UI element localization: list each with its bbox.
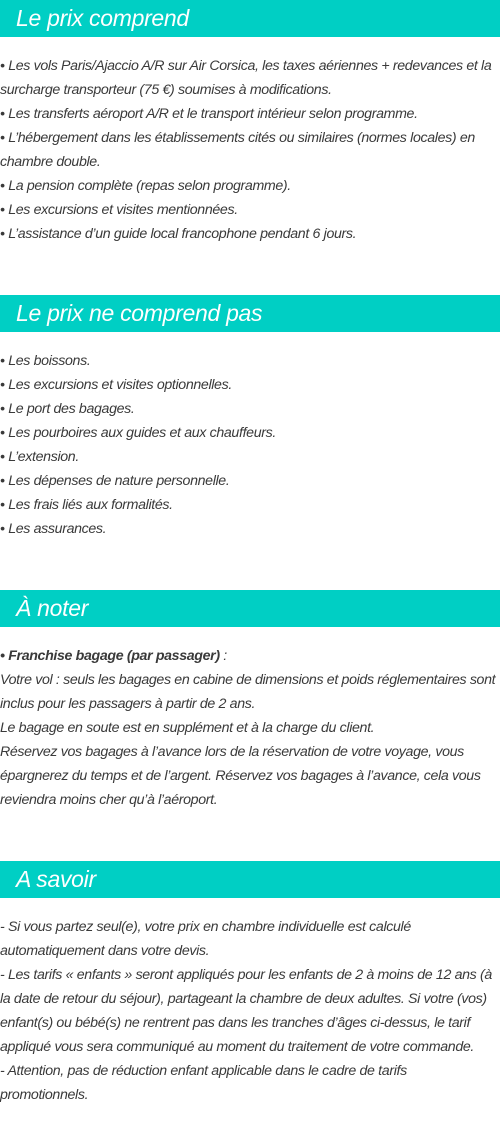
list-item: • Les frais liés aux formalités. [0,497,173,513]
paragraph: - Attention, pas de réduction enfant applicable dans le cadre de tarifs promotionnels. [0,1063,407,1103]
section-title: Le prix comprend [0,0,500,37]
list-item: • Les pourboires aux guides et aux chauffeurs. [0,425,276,441]
section-note [0,590,500,812]
section-title: Le prix ne comprend pas [0,295,500,332]
paragraph: Le bagage en soute est en supplément et à la charge du client. [0,720,375,736]
list-item: • Les excursions et visites mentionnées. [0,202,238,218]
bold-intro-suffix: : [219,648,227,664]
paragraph: - Les tarifs « enfants » seront appliqués pour les enfants de 2 à moins de 12 ans (à la date de retour du séjour), partageant la chambre de deux adultes. Si votre (vos) enfant(s) ou bébé(s) ne rentrent pas dans les tranches d’âges ci-dessus, le tarif appliqué vous sera communiqué au moment du traitement de votre commande. [0,967,492,1055]
bold-intro: • Franchise bagage (par passager) [0,648,220,664]
list-item: • La pension complète (repas selon programme). [0,178,291,194]
paragraph: - Si vous partez seul(e), votre prix en chambre individuelle est calculé automatiquement dans votre devis. [0,919,411,959]
list-item: • L’assistance d’un guide local francophone pendant 6 jours. [0,226,357,242]
list-item: • Les excursions et visites optionnelles. [0,377,232,393]
section-title: À noter [0,590,500,627]
list-item: • Le port des bagages. [0,401,135,417]
list-item: • Les dépenses de nature personnelle. [0,473,230,489]
section-body [0,349,500,541]
list-item: • Les boissons. [0,353,91,369]
baggage-allowance-heading [0,644,498,668]
section-title: A savoir [0,861,500,898]
paragraph: Réservez vos bagages à l’avance lors de la réservation de votre voyage, vous épargnerez du temps et de l’argent. Réservez vos bagages à l’avance, cela vous reviendra moins cher qu’à l’aéroport. [0,744,481,808]
section-good-to-know [0,861,500,1107]
section-body [0,915,500,1107]
paragraph: Votre vol : seuls les bagages en cabine de dimensions et poids réglementaires sont inclus pour les passagers à partir de 2 ans. [0,672,496,712]
list-item: • Les assurances. [0,521,107,537]
list-item: • Les vols Paris/Ajaccio A/R sur Air Corsica, les taxes aériennes + redevances et la surcharge transporteur (75 €) soumises à modifications. [0,58,492,98]
section-price-excludes [0,295,500,541]
section-body [0,644,500,812]
list-item: • L’extension. [0,449,79,465]
section-price-includes [0,0,500,246]
section-body [0,54,500,246]
list-item: • L’hébergement dans les établissements cités ou similaires (normes locales) en chambre double. [0,130,475,170]
list-item: • Les transferts aéroport A/R et le transport intérieur selon programme. [0,106,418,122]
